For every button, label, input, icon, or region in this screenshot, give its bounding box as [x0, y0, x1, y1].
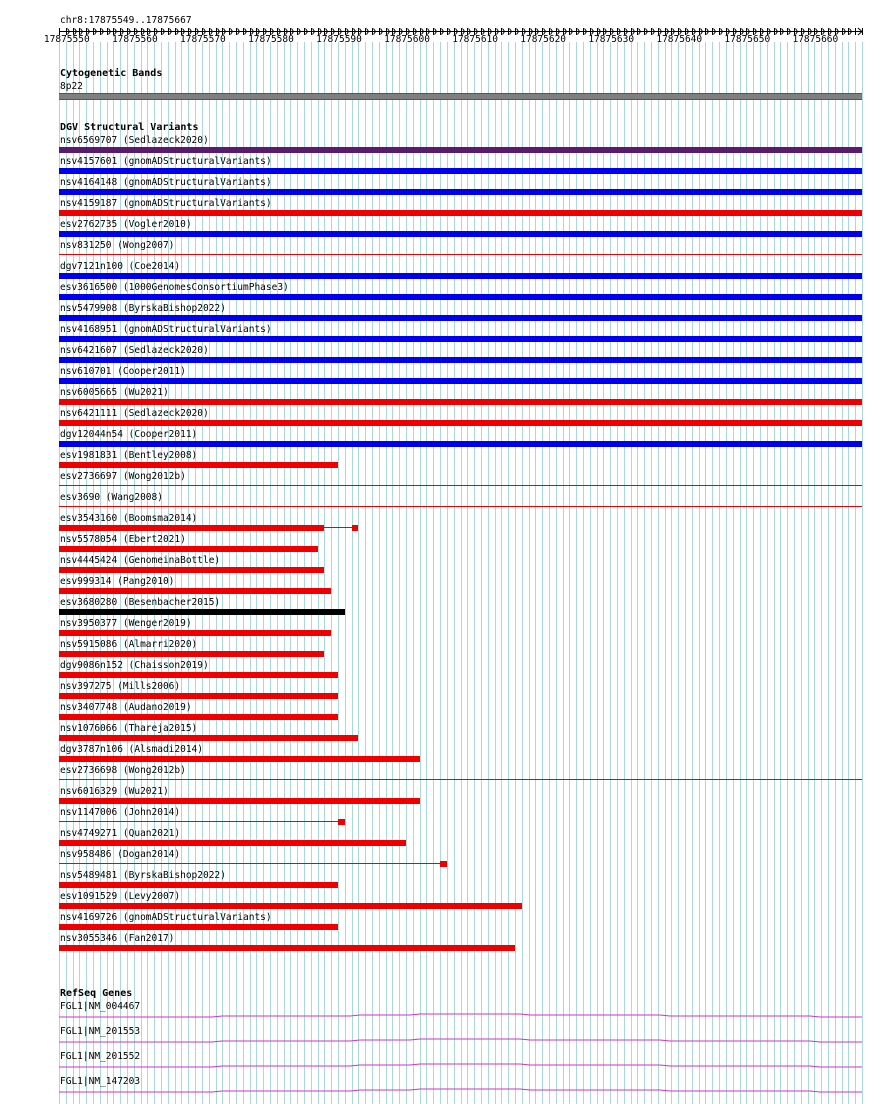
gene-intron-line	[59, 1039, 862, 1042]
variant-bar[interactable]	[59, 609, 345, 615]
variant-label[interactable]: nsv5489481 (ByrskaBishop2022)	[60, 870, 226, 881]
ruler-tick-label: 17875610	[452, 34, 498, 45]
variant-line[interactable]	[59, 506, 862, 507]
cytoband-bar[interactable]	[59, 93, 862, 100]
cytoband-track-title[interactable]: Cytogenetic Bands	[60, 68, 163, 79]
locus-label: chr8:17875549..17875667	[60, 15, 192, 26]
variant-bar[interactable]	[59, 231, 862, 237]
variant-bar[interactable]	[59, 672, 338, 678]
gene-intron-line	[59, 1064, 862, 1067]
variant-line[interactable]	[59, 254, 862, 255]
variant-bar[interactable]	[59, 924, 338, 930]
variant-bar[interactable]	[59, 462, 338, 468]
variant-label[interactable]: esv999314 (Pang2010)	[60, 576, 175, 587]
variant-label[interactable]: nsv6421111 (Sedlazeck2020)	[60, 408, 209, 419]
variant-bar[interactable]	[59, 357, 862, 363]
variant-bar[interactable]	[59, 210, 862, 216]
variant-bar[interactable]	[59, 441, 862, 447]
variant-bar[interactable]	[59, 840, 406, 846]
ruler-tick-label: 17875580	[248, 34, 294, 45]
gene-label[interactable]: FGL1|NM_147203	[60, 1076, 141, 1087]
refseq-track-title[interactable]: RefSeq Genes	[60, 988, 133, 999]
variant-label[interactable]: nsv4168951 (gnomADStructuralVariants)	[60, 324, 272, 335]
variant-line[interactable]	[59, 779, 862, 780]
variant-bar[interactable]	[59, 273, 862, 279]
cytoband-label[interactable]: 8p22	[60, 81, 83, 92]
variant-bar[interactable]	[59, 630, 331, 636]
variant-label[interactable]: dgv12044n54 (Cooper2011)	[60, 429, 198, 440]
gene-intron-line	[59, 1014, 862, 1017]
variant-block[interactable]	[352, 525, 359, 531]
variant-label[interactable]: nsv6016329 (Wu2021)	[60, 786, 169, 797]
variant-bar[interactable]	[59, 168, 862, 174]
variant-connector[interactable]	[324, 527, 351, 528]
variant-label[interactable]: esv3680280 (Besenbacher2015)	[60, 597, 221, 608]
variant-label[interactable]: nsv610701 (Cooper2011)	[60, 366, 186, 377]
variant-label[interactable]: nsv5479908 (ByrskaBishop2022)	[60, 303, 226, 314]
variant-label[interactable]: esv2736698 (Wong2012b)	[60, 765, 186, 776]
variant-label[interactable]: nsv4159187 (gnomADStructuralVariants)	[60, 198, 272, 209]
variant-label[interactable]: nsv4157601 (gnomADStructuralVariants)	[60, 156, 272, 167]
variant-label[interactable]: nsv958486 (Dogan2014)	[60, 849, 181, 860]
variant-label[interactable]: nsv6421607 (Sedlazeck2020)	[60, 345, 209, 356]
variant-label[interactable]: nsv3055346 (Fan2017)	[60, 933, 175, 944]
variant-connector[interactable]	[59, 821, 338, 822]
variant-label[interactable]: nsv4749271 (Quan2021)	[60, 828, 181, 839]
variant-bar[interactable]	[59, 651, 324, 657]
gene-label[interactable]: FGL1|NM_004467	[60, 1001, 141, 1012]
variant-label[interactable]: esv3690 (Wang2008)	[60, 492, 163, 503]
ruler-tick-label: 17875640	[656, 34, 703, 45]
variant-bar[interactable]	[59, 147, 862, 153]
variant-bar[interactable]	[59, 525, 324, 531]
variant-label[interactable]: nsv6569707 (Sedlazeck2020)	[60, 135, 209, 146]
variant-label[interactable]: nsv4445424 (GenomeinaBottle)	[60, 555, 221, 566]
variant-bar[interactable]	[59, 546, 318, 552]
variant-bar[interactable]	[59, 693, 338, 699]
variant-bar[interactable]	[59, 945, 515, 951]
ruler-tick-label: 17875630	[588, 34, 635, 45]
gene-intron-line	[59, 1089, 862, 1092]
variant-label[interactable]: nsv3950377 (Wenger2019)	[60, 618, 192, 629]
variant-label[interactable]: esv3616500 (1000GenomesConsortiumPhase3)	[60, 282, 289, 293]
variant-label[interactable]: dgv7121n100 (Coe2014)	[60, 261, 181, 272]
variant-label[interactable]: nsv5915086 (Almarri2020)	[60, 639, 198, 650]
variant-label[interactable]: nsv4169726 (gnomADStructuralVariants)	[60, 912, 272, 923]
variant-block[interactable]	[338, 819, 345, 825]
dgv-track-title[interactable]: DGV Structural Variants	[60, 122, 199, 133]
variant-label[interactable]: nsv1076066 (Thareja2015)	[60, 723, 198, 734]
variant-bar[interactable]	[59, 399, 862, 405]
variant-label[interactable]: nsv5578054 (Ebert2021)	[60, 534, 186, 545]
variant-label[interactable]: nsv3407748 (Audano2019)	[60, 702, 192, 713]
variant-bar[interactable]	[59, 567, 324, 573]
ruler-tick-label: 17875570	[180, 34, 226, 45]
ruler-tick-label: 17875600	[384, 34, 430, 45]
variant-bar[interactable]	[59, 378, 862, 384]
ruler-tick-label: 17875550	[43, 34, 90, 45]
variant-bar[interactable]	[59, 420, 862, 426]
ruler-tick-label: 17875560	[111, 34, 158, 45]
ruler-tick-label: 17875590	[316, 34, 362, 45]
gene-label[interactable]: FGL1|NM_201553	[60, 1026, 141, 1037]
variant-label[interactable]: dgv3787n106 (Alsmadi2014)	[60, 744, 203, 755]
variant-label[interactable]: esv2762735 (Vogler2010)	[60, 219, 192, 230]
variant-label[interactable]: nsv6005665 (Wu2021)	[60, 387, 169, 398]
variant-label[interactable]: esv2736697 (Wong2012b)	[60, 471, 186, 482]
variant-label[interactable]: nsv397275 (Mills2006)	[60, 681, 181, 692]
variant-label[interactable]: dgv9086n152 (Chaisson2019)	[60, 660, 209, 671]
ruler-tick-label: 17875650	[724, 34, 771, 45]
variant-bar[interactable]	[59, 294, 862, 300]
variant-bar[interactable]	[59, 903, 522, 909]
variant-bar[interactable]	[59, 882, 338, 888]
variant-label[interactable]: esv1981831 (Bentley2008)	[60, 450, 198, 461]
variant-label[interactable]: nsv831250 (Wong2007)	[60, 240, 175, 251]
variant-bar[interactable]	[59, 798, 420, 804]
variant-bar[interactable]	[59, 315, 862, 321]
gene-label[interactable]: FGL1|NM_201552	[60, 1051, 141, 1062]
variant-block[interactable]	[440, 861, 447, 867]
variant-bar[interactable]	[59, 714, 338, 720]
variant-bar[interactable]	[59, 756, 420, 762]
variant-label[interactable]: esv1091529 (Levy2007)	[60, 891, 181, 902]
variant-bar[interactable]	[59, 336, 862, 342]
variant-label[interactable]: nsv4164148 (gnomADStructuralVariants)	[60, 177, 272, 188]
variant-line[interactable]	[59, 485, 862, 486]
variant-label[interactable]: nsv1147006 (John2014)	[60, 807, 181, 818]
variant-bar[interactable]	[59, 189, 862, 195]
variant-label[interactable]: esv3543160 (Boomsma2014)	[60, 513, 198, 524]
variant-connector[interactable]	[59, 863, 440, 864]
variant-bar[interactable]	[59, 588, 331, 594]
ruler-tick-label: 17875660	[792, 34, 839, 45]
ruler-tick-label: 17875620	[520, 34, 567, 45]
variant-bar[interactable]	[59, 735, 358, 741]
